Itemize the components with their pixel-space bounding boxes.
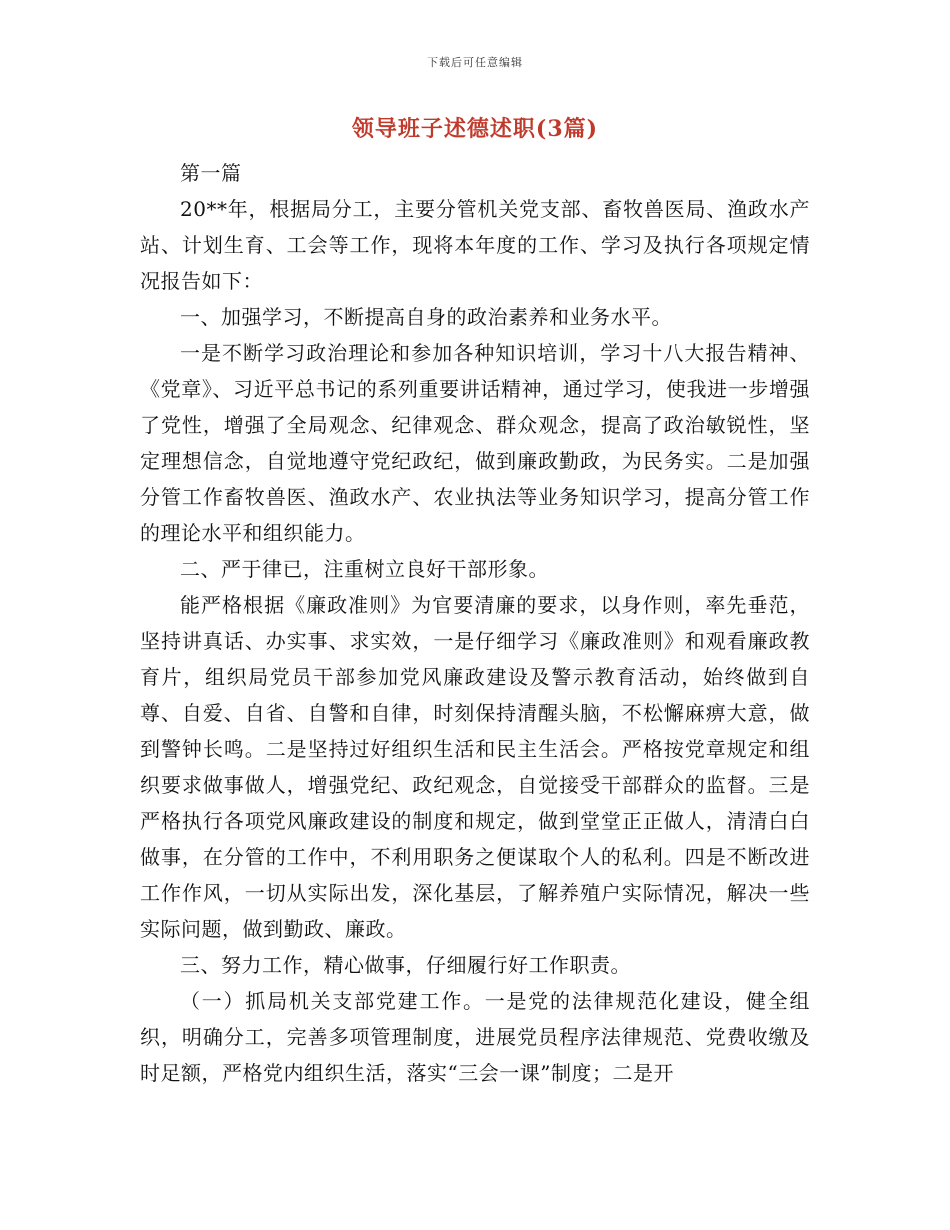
document-title: 领导班子述德述职(3篇)	[351, 116, 599, 142]
paragraph: 一是不断学习政治理论和参加各种知识培训，学习十八大报告精神、《党章》、习近平总书记的系列重要讲话精神，通过学习，使我进一步增强了党性，增强了全局观念、纪律观念、群众观念，提高了政治敏锐性，坚定理想信念，自觉地遵守党纪政纪，做到廉政勤政，为民务实。二是加强分管工作畜牧兽医、渔政水产、农业执法等业务知识学习，提高分管工作的理论水平和组织能力。	[140, 341, 810, 545]
paragraph: 能严格根据《廉政准则》为官要清廉的要求，以身作则，率先垂范，坚持讲真话、办实事、求实效，一是仔细学习《廉政准则》和观看廉政教育片，组织局党员干部参加党风廉政建设及警示教育活动，始终做到自尊、自爱、自省、自警和自律，时刻保持清醒头脑，不松懈麻痹大意，做到警钟长鸣。二是坚持过好组织生活和民主生活会。严格按党章规定和组织要求做事做人，增强党纪、政纪观念，自觉接受干部群众的监督。三是严格执行各项党风廉政建设的制度和规定，做到堂堂正正做人，清清白白做事，在分管的工作中，不利用职务之便谋取个人的私利。四是不断改进工作作风，一切从实际出发，深化基层，了解养殖户实际情况，解决一些实际问题，做到勤政、廉政。	[140, 593, 810, 941]
paragraph: （一）抓局机关支部党建工作。一是党的法律规范化建设，健全组织，明确分工，完善多项管理制度，进展党员程序法律规范、党费收缴及时足额，严格党内组织生活，落实“三会一课”制度；二是开	[140, 989, 810, 1085]
paragraph: 二、严于律已，注重树立良好干部形象。	[180, 557, 549, 581]
section-label: 第一篇	[180, 161, 242, 185]
document-body	[140, 155, 810, 1091]
paragraph: 一、加强学习，不断提高自身的政治素养和业务水平。	[180, 305, 672, 329]
paragraph: 三、努力工作，精心做事，仔细履行好工作职责。	[180, 953, 631, 977]
header-note: 下载后可任意编辑	[427, 56, 523, 69]
paragraph: 20**年，根据局分工，主要分管机关党支部、畜牧兽医局、渔政水产站、计划生育、工会等工作，现将本年度的工作、学习及执行各项规定情况报告如下：	[140, 197, 810, 293]
